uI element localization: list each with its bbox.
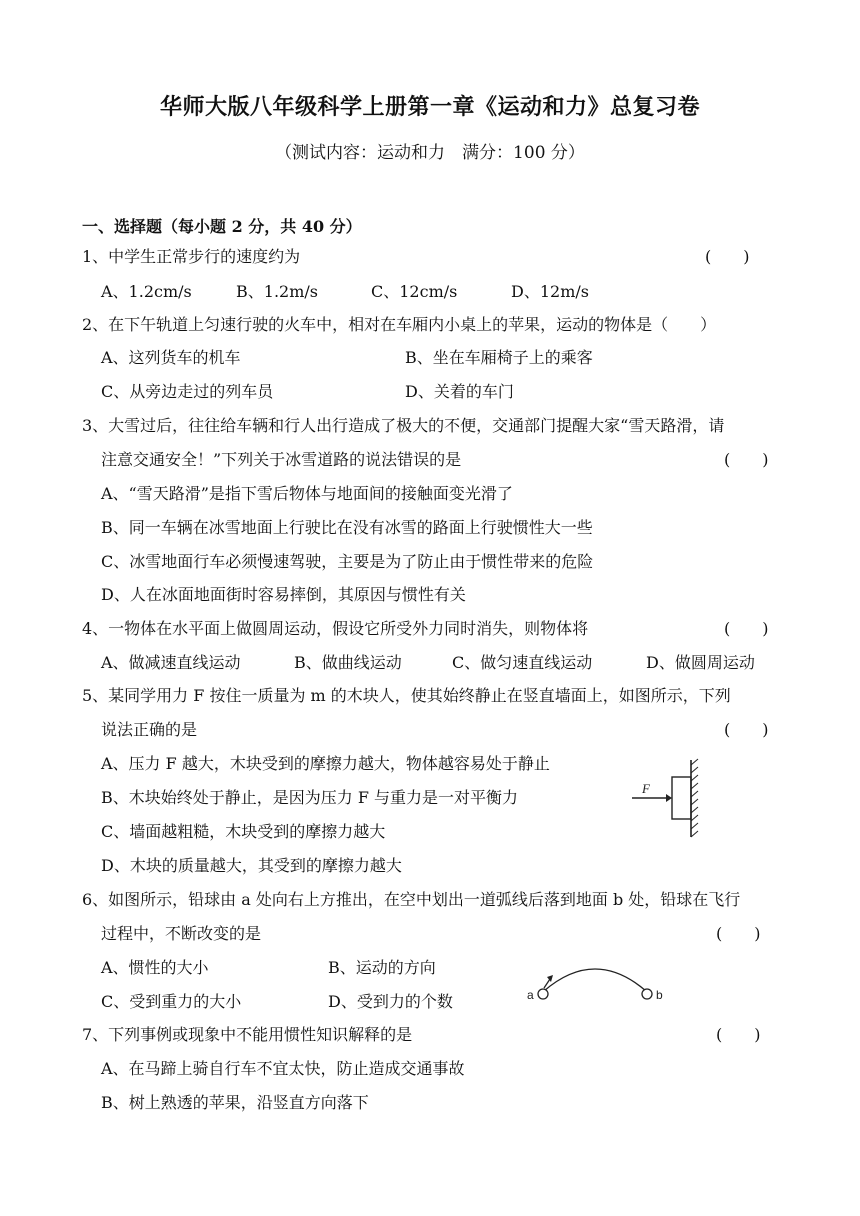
question-1-option-b: B、1.2m/s (236, 282, 318, 301)
question-2-option-b: B、坐在车厢椅子上的乘客 (405, 348, 593, 367)
question-3-answer-blank: ( ) (724, 450, 769, 469)
question-4-answer-blank: ( ) (724, 619, 769, 638)
point-a-label: a (527, 988, 534, 1002)
question-7-option-b: B、树上熟透的苹果，沿竖直方向落下 (101, 1093, 369, 1112)
question-2-stem: 2、在下午轨道上匀速行驶的火车中，相对在车厢内小桌上的苹果，运动的物体是（ ） (82, 315, 717, 334)
question-5-option-a: A、压力 F 越大，木块受到的摩擦力越大，物体越容易处于静止 (101, 754, 550, 773)
question-7-answer-blank: ( ) (716, 1025, 761, 1044)
exam-subtitle: （测试内容：运动和力 满分：100 分） (275, 143, 585, 163)
question-6-option-d: D、受到力的个数 (328, 992, 453, 1011)
question-3-stem-line-2: 注意交通安全！”下列关于冰雪道路的说法错误的是 (101, 450, 462, 469)
question-5-figure (622, 755, 702, 840)
question-6-answer-blank: ( ) (716, 924, 761, 943)
question-5-option-d: D、木块的质量越大，其受到的摩擦力越大 (101, 856, 402, 875)
point-b-label: b (656, 988, 663, 1002)
question-1-stem: 1、中学生正常步行的速度约为 (82, 247, 301, 266)
wall-hatching (691, 759, 698, 837)
question-3-option-a: A、“雪天路滑”是指下雪后物体与地面间的接触面变光滑了 (101, 484, 513, 503)
question-3-stem-line-1: 3、大雪过后，往往给车辆和行人出行造成了极大的不便，交通部门提醒大家“雪天路滑，请 (82, 416, 725, 435)
question-5-stem-line-2: 说法正确的是 (101, 720, 198, 739)
question-6-stem-line-2: 过程中，不断改变的是 (101, 924, 262, 943)
trajectory-arc (544, 969, 646, 991)
question-6-option-b: B、运动的方向 (328, 958, 436, 977)
point-b-ball (642, 989, 652, 999)
question-2-option-c: C、从旁边走过的列车员 (101, 382, 274, 401)
question-5-stem-line-1: 5、某同学用力 F 按住一质量为 m 的木块人，使其始终静止在竖直墙面上，如图所示，下列 (82, 686, 731, 705)
question-5-answer-blank: ( ) (724, 720, 769, 739)
question-4-option-a: A、做减速直线运动 (101, 653, 241, 672)
question-4-option-b: B、做曲线运动 (294, 653, 402, 672)
question-1-option-d: D、12m/s (511, 282, 589, 301)
section-heading: 一、选择题（每小题 2 分，共 40 分） (82, 217, 362, 236)
question-2-option-d: D、关着的车门 (405, 382, 514, 401)
question-6-stem-line-1: 6、如图所示，铅球由 a 处向右上方推出，在空中划出一道弧线后落到地面 b 处，铅球在飞行 (82, 890, 741, 909)
question-7-stem: 7、下列事例或现象中不能用惯性知识解释的是 (82, 1025, 413, 1044)
question-6-figure (520, 955, 670, 1007)
question-5-option-c: C、墙面越粗糙，木块受到的摩擦力越大 (101, 822, 386, 841)
block-rect (672, 777, 691, 819)
question-4-option-c: C、做匀速直线运动 (452, 653, 593, 672)
question-2-option-a: A、这列货车的机车 (101, 348, 241, 367)
question-7-option-a: A、在马蹄上骑自行车不宜太快，防止造成交通事故 (101, 1059, 465, 1078)
question-5-option-b: B、木块始终处于静止，是因为压力 F 与重力是一对平衡力 (101, 788, 519, 807)
question-6-option-a: A、惯性的大小 (101, 958, 209, 977)
question-1-option-a: A、1.2cm/s (101, 282, 192, 301)
question-6-option-c: C、受到重力的大小 (101, 992, 242, 1011)
question-3-option-c: C、冰雪地面行车必须慢速驾驶，主要是为了防止由于惯性带来的危险 (101, 552, 594, 571)
exam-title: 华师大版八年级科学上册第一章《运动和力》总复习卷 (159, 94, 700, 120)
question-1-answer-blank: ( ) (705, 247, 750, 266)
point-a-ball (538, 989, 548, 999)
question-1-option-c: C、12cm/s (371, 282, 458, 301)
question-3-option-d: D、人在冰面地面街时容易摔倒，其原因与惯性有关 (101, 585, 466, 604)
question-3-option-b: B、同一车辆在冰雪地面上行驶比在没有冰雪的路面上行驶惯性大一些 (101, 518, 593, 537)
force-label: F (642, 781, 650, 796)
question-4-stem: 4、一物体在水平面上做圆周运动，假设它所受外力同时消失，则物体将 (82, 619, 589, 638)
question-4-option-d: D、做圆周运动 (646, 653, 755, 672)
force-arrow-head (666, 794, 672, 802)
launch-arrow-head (547, 975, 553, 982)
